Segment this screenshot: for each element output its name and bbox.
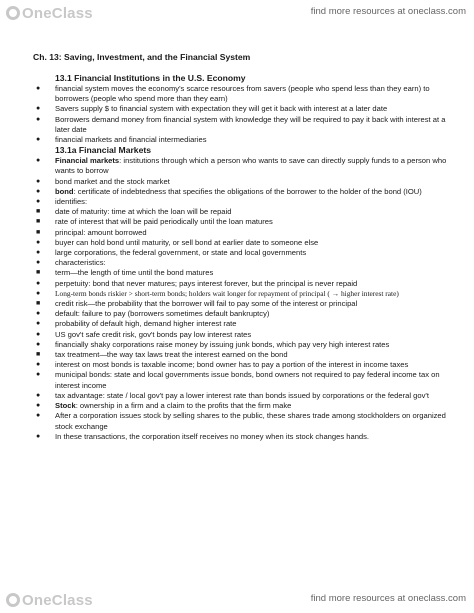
section-heading-13-1: 13.1 Financial Institutions in the U.S. Economy xyxy=(55,73,246,83)
bullet-icon: ● xyxy=(36,157,41,165)
list-item: ● interest on most bonds is taxable income; bond owner has to pay a portion of the interest in income taxes xyxy=(36,360,409,370)
list-item: ■ principal: amount borrowed xyxy=(36,227,147,237)
resources-link[interactable]: find more resources at oneclass.com xyxy=(310,593,466,604)
logo-text-one: One xyxy=(22,4,52,22)
list-item: ■ date of maturity: time at which the loan will be repaid xyxy=(36,207,232,217)
list-item: ● In these transactions, the corporation itself receives no money when its stock changes hands. xyxy=(36,431,370,441)
list-item: ● Savers supply $ to financial system with expectation they will get it back with interest at a later date xyxy=(36,104,388,114)
list-item: ● financially shaky corporations raise money by issuing junk bonds, which pay very high interest rates xyxy=(36,339,390,349)
list-item: ● tax advantage: state / local gov't pay a lower interest rate than bonds issued by corporations or the federal gov't xyxy=(36,390,429,400)
list-item: ■ rate of interest that will be paid periodically until the loan matures xyxy=(36,217,273,227)
list-item: ● buyer can hold bond until maturity, or sell bond at earlier date to someone else xyxy=(36,237,319,247)
list-item: ● perpetuity: bond that never matures; pays interest forever, but the principal is never repaid xyxy=(36,278,358,288)
oneclass-logo[interactable] xyxy=(6,3,93,23)
square-bullet-icon: ■ xyxy=(36,351,41,359)
square-bullet-icon: ■ xyxy=(36,228,41,236)
bullet-icon: ● xyxy=(36,105,41,113)
bullet-icon: ● xyxy=(36,289,41,297)
bullet-icon: ● xyxy=(36,412,41,420)
serif-note: Long-term bonds riskier > short-term bonds; holders wait longer for repayment of principal ( → higher interest rate) xyxy=(55,288,399,298)
list-item: ■ term—the length of time until the bond matures xyxy=(36,268,214,278)
section-heading-13-1a: 13.1a Financial Markets xyxy=(55,145,152,156)
list-item: ● characteristics: xyxy=(36,258,106,268)
list-item: ● Financial markets: institutions through which a person who wants to save can directly supply funds to a person who wants to borrow xyxy=(36,156,447,176)
square-bullet-icon: ■ xyxy=(36,218,41,226)
bullet-icon: ● xyxy=(36,320,41,328)
logo-text-class: Class xyxy=(51,591,93,609)
page-footer xyxy=(0,588,474,613)
oneclass-logo[interactable] xyxy=(6,590,93,610)
term-stock: Stock xyxy=(55,401,76,411)
page-header xyxy=(0,0,474,26)
square-bullet-icon: ■ xyxy=(36,269,41,277)
bullet-icon: ● xyxy=(36,361,41,369)
list-item: ● bond market and the stock market xyxy=(36,176,170,186)
logo-ring-icon xyxy=(6,593,20,607)
list-13-1a xyxy=(33,156,453,442)
list-item: ● financial system moves the economy's scarce resources from savers (people who spend less than they earn) to borrowers (people who spend more than they earn) xyxy=(36,84,430,104)
bullet-icon: ● xyxy=(36,330,41,338)
bullet-icon: ● xyxy=(36,177,41,185)
list-item: ■ tax treatment—the way tax laws treat the interest earned on the bond xyxy=(36,350,288,360)
term-bond: bond xyxy=(55,186,74,196)
list-item: ● large corporations, the federal government, or state and local governments xyxy=(36,248,307,258)
list-item: ● bond: certificate of indebtedness that specifies the obligations of the borrower to the holder of the bond (IOU) xyxy=(36,186,422,196)
bullet-icon: ● xyxy=(36,371,41,379)
bullet-icon: ● xyxy=(36,249,41,257)
square-bullet-icon: ■ xyxy=(36,300,41,308)
list-item: ● Stock: ownership in a firm and a claim to the profits that the firm make xyxy=(36,401,292,411)
logo-text-class: Class xyxy=(51,4,93,22)
term-financial-markets: Financial markets xyxy=(55,156,120,166)
bullet-icon: ● xyxy=(36,198,41,206)
bullet-icon: ● xyxy=(36,310,41,318)
bullet-icon: ● xyxy=(36,279,41,287)
document-body xyxy=(33,52,453,442)
list-item: ● identifies: xyxy=(36,197,88,207)
list-item: ● probability of default high, demand higher interest rate xyxy=(36,319,237,329)
list-13-1 xyxy=(33,84,453,145)
logo-ring-icon xyxy=(6,6,20,20)
bullet-icon: ● xyxy=(36,432,41,440)
list-item: ● municipal bonds: state and local governments issue bonds, bond owners not required to pay federal income tax on interest income xyxy=(36,370,440,390)
bullet-icon: ● xyxy=(36,115,41,123)
list-item xyxy=(33,289,453,299)
bullet-icon: ● xyxy=(36,238,41,246)
list-item: ■ credit risk—the probability that the borrower will fail to pay some of the interest or principal xyxy=(36,299,358,309)
list-item: ● default: failure to pay (borrowers sometimes default bankruptcy) xyxy=(36,309,270,319)
bullet-icon: ● xyxy=(36,136,41,144)
bullet-icon: ● xyxy=(36,85,41,92)
bullet-icon: ● xyxy=(36,340,41,348)
bullet-icon: ● xyxy=(36,187,41,195)
list-item: ● US gov't safe credit risk, gov't bonds pay low interest rates xyxy=(36,329,252,339)
list-item: ● financial markets and financial intermediaries xyxy=(36,135,207,145)
bullet-icon: ● xyxy=(36,259,41,267)
chapter-title: Ch. 13: Saving, Investment, and the Financial System xyxy=(33,52,251,62)
list-item: ● After a corporation issues stock by selling shares to the public, these shares trade among stockholders on organized stock exchange xyxy=(36,411,446,431)
logo-text-one: One xyxy=(22,591,52,609)
resources-link[interactable]: find more resources at oneclass.com xyxy=(310,6,466,17)
bullet-icon: ● xyxy=(36,402,41,410)
bullet-icon: ● xyxy=(36,391,41,399)
square-bullet-icon: ■ xyxy=(36,208,41,216)
list-item: ● Borrowers demand money from financial system with knowledge they will be required to pay it back with interest at a later date xyxy=(36,114,446,134)
